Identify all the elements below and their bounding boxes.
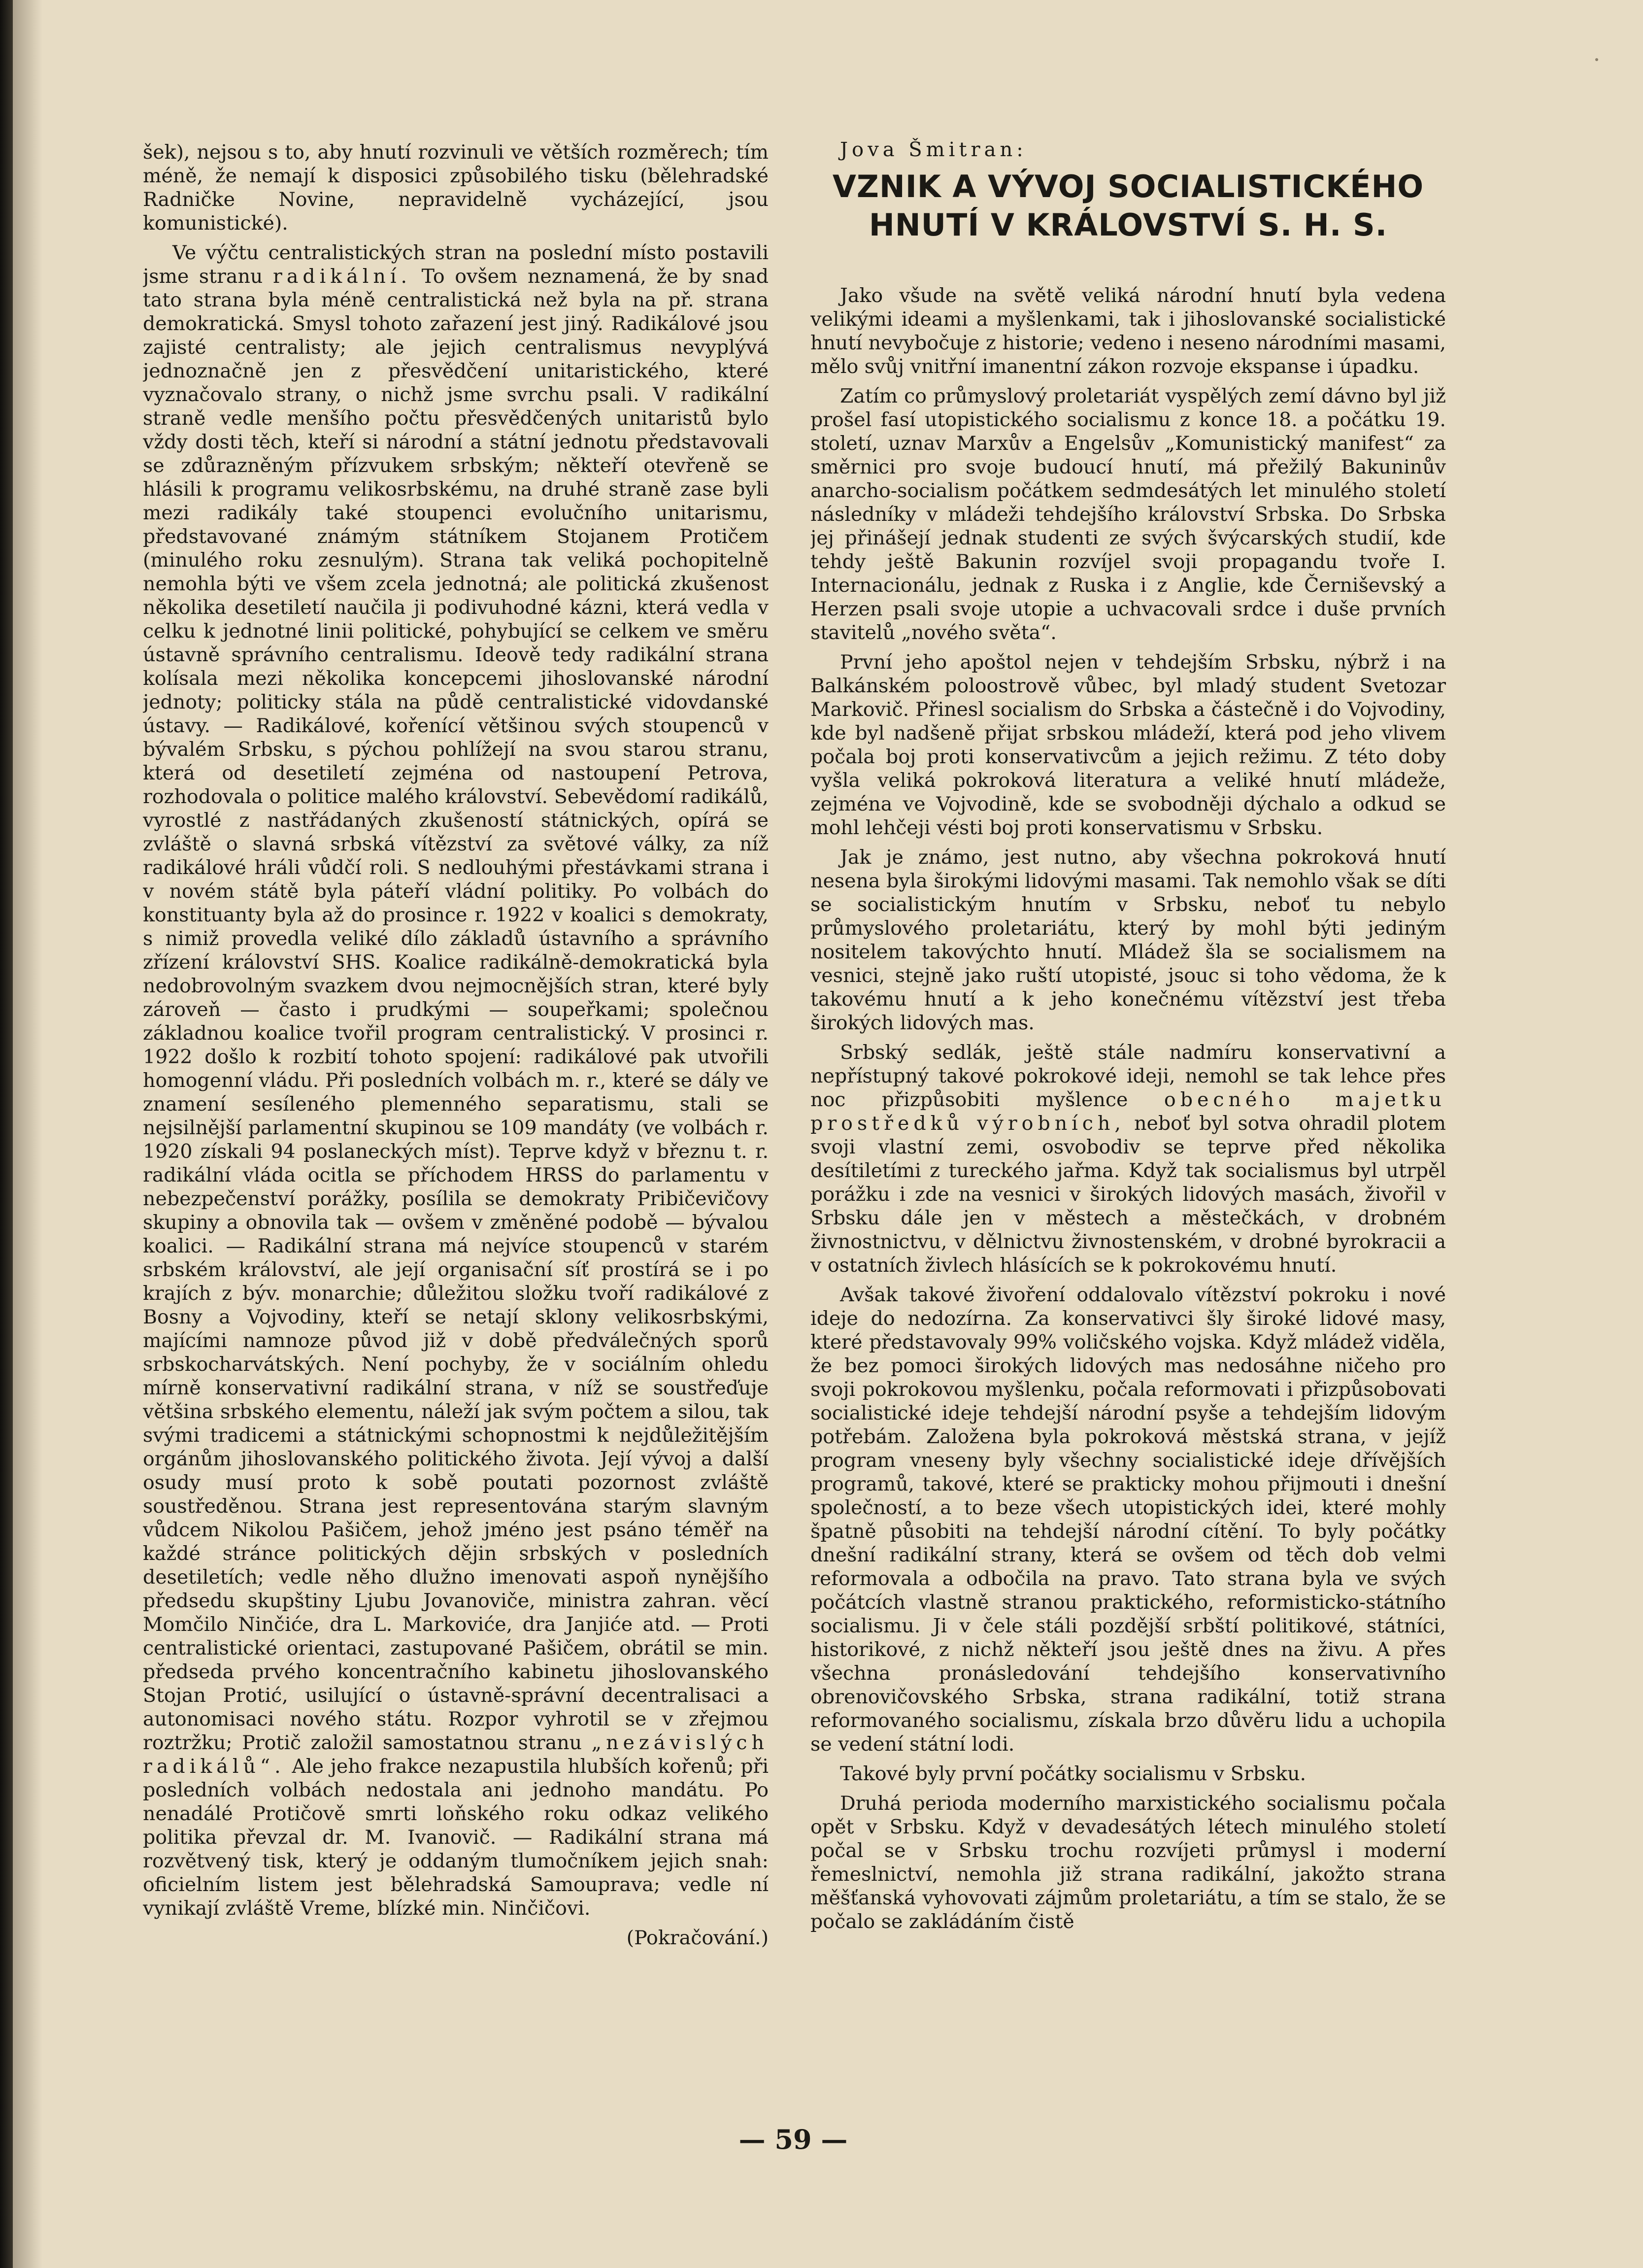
- spaced-term: radikální.: [272, 265, 412, 288]
- article-title: VZNIK A VÝVOJ SOCIALISTICKÉHO HNUTÍ V KRÁLOVSTVÍ S. H. S.: [832, 169, 1424, 243]
- paper-speck: [1595, 58, 1598, 61]
- paragraph: Jako všude na světě veliká národní hnutí byla vedena velikými ideami a myšlenkami, tak i jihoslovanské socialistické hnutí nevybočuje z historie; vedeno i neseno národními masami, mělo svůj vnitřní imanentní zákon rozvoje ekspanse i úpadku.: [810, 284, 1446, 378]
- paragraph: [143, 241, 769, 1920]
- paragraph: První jeho apoštol nejen v tehdejším Srbsku, nýbrž i na Balkánském poloostrově vůbec, byl mladý student Svetozar Markovič. Přinesl socialism do Srbska a částečně i do Vojvodiny, kde byl nadšeně přijat srbskou mládeží, která pod jeho vlivem počala boj proti konservativcům a jejich režimu. Z této doby vyšla veliká pokroková literatura a veliké hnutí mládeže, zejména ve Vojvodině, kde se svobodněji dýchalo a odkud se mohl lehčeji vésti boj proti konservatismu v Srbsku.: [810, 651, 1446, 839]
- paragraph: Druhá perioda moderního marxistického socialismu počala opět v Srbsku. Když v devadesátých létech minulého století počal se v Srbsku trochu rozvíjeti průmysl i moderní řemeslnictví, nemohla již strana radikální, jakožto strana měšťanská vyhovovati zájmům proletariátu, a tím se stalo, že se počalo se zakládáním čistě: [810, 1792, 1446, 1933]
- paragraph-text: To ovšem neznamená, že by snad tato strana byla méně centralistická než byla na př. strana demokratická. Smysl tohoto zařazení jest jiný. Radikálové jsou zajisté centralisty; ale jejich centralismus nevyplývá jednoznačně jen z přesvědčení unitaristického, které vyznačovalo strany, o nichž jsme svrchu psali. V radikální straně vedle menšího počtu přesvědčených unitaristů bylo vždy dosti těch, kteří si národní a státní jednotu představovali se zdůrazněným přízvukem srbským; někteří otevřeně se hlásili k programu velikosrbskému, na druhé straně zase byli mezi radikály také stoupenci evolučního unitarismu, představované známým státníkem Stojanem Protičem (minulého roku zesnulým). Strana tak veliká pochopitelně nemohla býti ve všem zcela jednotná; ale politická zkušenost několika desetiletí naučila ji podivuhodné kázni, která vedla v celku k jednotné linii politické, pohybující se celkem ve směru ústavně správního centralismu. Ideově tedy radikální strana kolísala mezi několika koncepcemi jihoslovanské národní jednoty; politicky stála na půdě centralistické vidovdanské ústavy. — Radikálové, kořenící většinou svých stoupenců v bývalém Srbsku, s pýchou pohlížejí na svou starou stranu, která od desetiletí zejména od nastoupení Petrova, rozhodovala o politice malého království. Sebevědomí radikálů, vyrostlé z nastřádaných zkušeností státnických, opírá se zvláště o slavná srbská vítězství za světové války, za níž radikálové hráli vůdčí roli. S nedlouhými přestávkami strana i v novém státě byla páteří vládní politiky. Po volbách do konstituanty byla až do prosince r. 1922 v koalici s demokraty, s nimiž provedla veliké dílo základů ústavního a správního zřízení království SHS. Koalice radikálně-demokratická byla nedobrovolným svazkem dvou nejmocnějších stran, které byly zároveň — často i prudkými — soupeřkami; společnou základnou koalice tvořil program centralistický. V prosinci r. 1922 došlo k rozbití tohoto spojení: radikálové pak utvořili homogenní vládu. Při posledních volbách m. r., které se dály ve znamení sesíleného plemenného separatismu, stali se nejsilnější parlamentní skupinou se 109 mandáty (ve volbách r. 1920 získali 94 poslaneckých míst). Teprve když v březnu t. r. radikální vláda ocitla se příchodem HRSS do parlamentu v nebezpečenství porážky, posílila se demokraty Pribičevičovy skupiny a obnovila tak — ovšem v změněné podobě — bývalou koalici. — Radikální strana má nejvíce stoupenců v starém srbském království, ale její organisační síť prostírá se i po krajích z býv. monarchie; důležitou složku tvoří radikálové z Bosny a Vojvodiny, kteří se netají sklony velikosrbskými, majícími namnoze původ již v době předválečných sporů srbskocharvátských. Není pochyby, že v sociálním ohledu mírně konservativní radikální strana, v níž se soustřeďuje většina srbského elementu, náleží jak svým počtem a silou, tak svými tradicemi a státnickými schopnostmi k nejdůležitějším orgánům jihoslovanského politického života. Její vývoj a další osudy musí proto k sobě poutati pozornost zvláště soustředěnou. Strana jest representována starým slavným vůdcem Nikolou Pašičem, jehož jméno jest psáno téměř na každé stránce politických dějin srbských v posledních desetiletích; vedle něho dlužno imenovati aspoň nynějšího předsedu skupštiny Ljubu Jovanoviče, ministra zahran. věcí Momčilo Ninčiće, dra L. Markoviće, dra Janjiće atd. — Proti centralistické orientaci, zastupované Pašičem, obrátil se min. předseda prvého koncentračního kabinetu jihoslovanského Stojan Protić, usilující o ústavně-správní decentralisaci a autonomisaci nového státu. Rozpor vyhrotil se v zřejmou roztržku; Protič založil samostatnou stranu: [143, 265, 769, 1754]
- paragraph: Takové byly první počátky socialismu v Srbsku.: [840, 1762, 1307, 1785]
- book-spine: [0, 0, 13, 2268]
- paragraph: Jak je známo, jest nutno, aby všechna pokroková hnutí nesena byla širokými lidovými masami. Tak nemohlo však se díti se socialistickým hnutím v Srbsku, neboť tu nebylo průmyslového proletariátu, který by mohl býti jediným nositelem takovýchto hnutí. Mládež šla se socialismem na vesnici, stejně jako ruští utopisté, jsouc si toho vědoma, že k takovému hnutí a k jeho konečnému vítězství jest třeba širokých lidových mas.: [810, 846, 1446, 1034]
- paragraph-text: Ve výčtu centralistických stran na poslední místo postavili jsme stranu: [143, 241, 769, 288]
- left-column: [143, 140, 769, 2087]
- paragraph-text: neboť byl sotva ohradil plotem svoji vlastní zemi, osvobodiv se teprve před několika desítiletími z tureckého jařma. Když tak socialismus byl utrpěl porážku i zde na vesnici v širokých lidových masách, živořil v Srbsku dále jen v městech a městečkách, v drobném živnostnictvu, v dělnictvu živnostenském, v drobné byrokracii a v ostatních živlech hlásících se k pokrokovému hnutí.: [810, 1112, 1446, 1277]
- paragraph: Zatím co průmyslový proletariát vyspělých zemí dávno byl již prošel fasí utopistického socialismu z konce 18. a počátku 19. století, uznav Marxův a Engelsův „Komunistický manifest“ za směrnici pro svoje budoucí hnutí, má přežilý Bakuninův anarcho-socialism počátkem sedmdesátých let minulého století následníky v mládeži tehdejšího království Srbska. Do Srbska jej přinášejí jednak studenti ze svých švýcarských studií, kde tehdy ještě Bakunin rozvíjel svoji propagandu tvoře I. Internacionálu, jednak z Ruska i z Anglie, kde Černiševský a Herzen psali svoje utopie a uchvacovali srdce i duše prvních stavitelů „nového světa“.: [810, 385, 1446, 644]
- paragraph-text: Srbský sedlák, ještě stále nadmíru konservativní a nepřístupný takové pokrokové ideji, nemohl se tak lehce přes noc přizpůsobiti myšlence: [810, 1041, 1446, 1111]
- right-column: [810, 138, 1446, 2084]
- article-author: Jova Šmitran:: [840, 138, 1027, 161]
- spaced-phrase: obecného majetku prostředků výrobních,: [810, 1088, 1446, 1135]
- paragraph-text: Ale jeho frakce nezapustila hlubších kořenů; při posledních volbách nedostala ani jednoho mandátu. Po nenadálé Protičově smrti loňského roku odkaz velikého politika převzal dr. M. Ivanovič. — Radikální strana má rozvětvený tisk, který je oddaným tlumočníkem jejich snah: oficielním listem jest bělehradská Samouprava; vedle ní vynikají zvláště Vreme, blízké min. Ninčičovi.: [143, 1755, 769, 1920]
- gutter-shadow: [13, 0, 42, 2268]
- paragraph: šek), nejsou s to, aby hnutí rozvinuli ve větších rozměrech; tím méně, že nemají k disposici způsobilého tisku (bělehradské Radničke Novine, nepravidelně vycházející, jsou komunistické).: [143, 141, 769, 235]
- paragraph: [810, 1041, 1446, 1277]
- quoted-term: „nezávislých radikálů“.: [143, 1731, 769, 1778]
- page-number: — 59 —: [738, 2124, 848, 2155]
- paragraph: Avšak takové živoření oddalovalo vítězství pokroku i nové ideje do nedozírna. Za konservativci šly široké lidové masy, které představovaly 99% voličského vojska. Když mládež viděla, že bez pomoci širokých lidových mas nedosáhne ničeho pro svoji pokrokovou myšlenku, počala reformovati i přizpůsobovati socialistické ideje tehdejší národní psyše a tehdejším lidovým potřebám. Založena byla pokroková městská strana, v jejíž program vneseny byly všechny socialistické ideje dřívějších programů, takové, které se prakticky mohou přijmouti i dnešní společností, a to beze všech utopistických idei, které mohly špatně působiti na tehdejší národní cítění. To byly počátky dnešní radikální strany, která se ovšem od těch dob velmi reformovala a odbočila na pravo. Tato strana byla ve svých počátcích vlastně stranou praktického, reformisticko-státního socialismu. Ji v čele stáli pozdější srbští politikové, státníci, historikové, z nichž někteří jsou ještě dnes na živu. A přes všechna pronásledování tehdejšího konservativního obrenovičovského Srbska, strana radikální, totiž strana reformovaného socialismu, získala brzo důvěru lidu a uchopila se vedení státní lodi.: [810, 1284, 1446, 1756]
- continuation-note: (Pokračování.): [626, 1927, 769, 1949]
